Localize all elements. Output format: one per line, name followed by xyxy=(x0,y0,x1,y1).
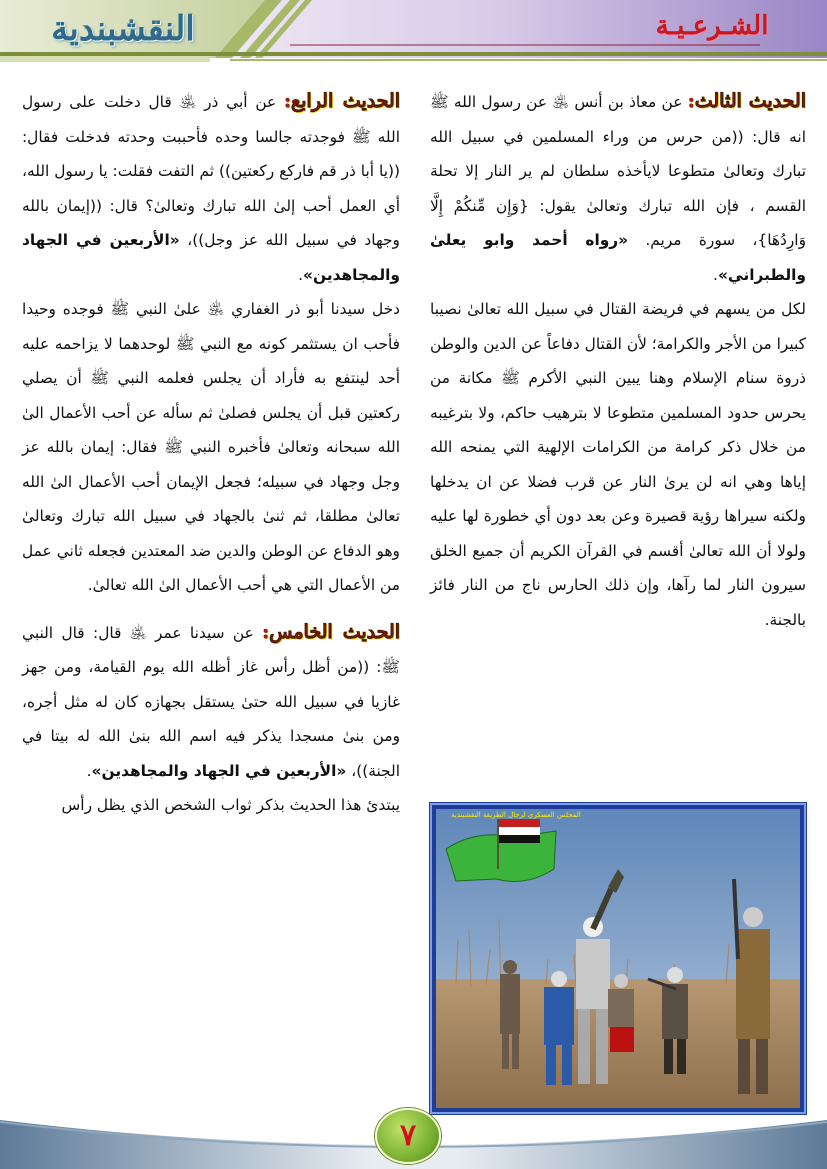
page-number: ٧ xyxy=(375,1108,441,1164)
hadith-3 xyxy=(430,84,806,292)
left-paragraph-4: يبتدئ هذا الحديث بذكر ثواب الشخص الذي يظل رأس xyxy=(61,796,400,814)
left-paragraph-2: دخل سيدنا أبو ذر الغفاري ﵁ علىٰ النبي ﷺ فوجده وحيدا فأحب ان يستثمر كونه مع النبي ﷺ لوحدهما لا يزاحمه عليه أحد لينتفع به فأراد أن يجلس فعلمه النبي ﷺ أن يصلي ركعتين قبل أن يجلس فصلىٰ ثم سأله عن أحب الأعمال الىٰ الله سبحانه وتعالىٰ فأخبره النبي ﷺ فقال: إيمان بالله عز وجل وجهاد في سبيله؛ فجعل الإيمان أحب الأعمال الىٰ الله تعالىٰ مطلقا، ثم ثنىٰ بالجهاد في سبيل الله تبارك وتعالىٰ وهو الدفاع عن الوطن والدين ضد المعتدين فجعله ثاني عمل من الأعمال التي هي أحب الأعمال الىٰ الله تعالىٰ. xyxy=(22,300,400,594)
section-title: الشـرعـيـة xyxy=(655,11,769,41)
hadith-5 xyxy=(22,615,400,789)
hadith-4-source: «الأربعين في الجهاد والمجاهدين» xyxy=(22,231,400,284)
hadith-3-source: «رواه أحمد وابو يعلىٰ والطبراني» xyxy=(430,231,806,284)
hadith-4-text: عن أبي ذر ﵁ قال دخلت على رسول الله ﷺ فوجدته جالسا وحده فأحببت وحدته فدخلت فقال: ((يا أبا ذر قم فاركع ركعتين)) ثم التفت فقلت: يا رسول الله، أي العمل أحب إلىٰ الله تبارك وتعالىٰ؟ قال: ((إيمان بالله وجهاد في سبيل الله عز وجل))، xyxy=(22,93,400,249)
right-column xyxy=(430,84,806,637)
right-paragraph-2: لكل من يسهم في فريضة القتال في سبيل الله تعالىٰ نصيبا كبيرا من الأجر والكرامة؛ لأن القتال دفاعاً عن الدين والوطن ذروة سنام الإسلام وهنا يبين النبي الأكرم ﷺ مكانة من يحرس حدود المسلمين متطوعا لا بترهيب حاكم، ولا بترغيبه من خلال ذكر كرامة من الكرامات الإلهية التي يمنحه الله إياها وهي انه لن يرىٰ النار عن قرب فضلا عن ان يدخلها ولكنه سيراها رؤية قصيرة وعن بعد دون أي خطورة لها عليه ولولا أن الله تعالىٰ أقسم في القرآن الكريم أن جميع الخلق سيرون النار لما رآها، وإن ذلك الحارس ناج من النار فائز بالجنة. xyxy=(430,300,806,629)
photo-caption: المجلس العسكري لرجال الطريقة النقشبندية xyxy=(451,811,581,819)
hadith-3-title: الحديث الثالث: xyxy=(687,90,806,112)
hadith-5-end: . xyxy=(86,761,92,780)
photo-illustration xyxy=(436,809,800,1108)
hadith-3-end: . xyxy=(713,265,718,284)
left-column xyxy=(22,84,400,823)
magazine-brand: النقشبندية xyxy=(51,9,195,49)
hadith-5-source: «الأربعين في الجهاد والمجاهدين» xyxy=(91,761,347,780)
hadith-4-end: . xyxy=(298,265,304,284)
hadith-4 xyxy=(22,84,400,292)
hadith-5-title: الحديث الخامس: xyxy=(262,620,400,643)
fighters-photo xyxy=(432,805,804,1112)
hadith-5-text: عن سيدنا عمر ﵁ قال: قال النبي ﷺ: ((من أظل رأس غاز أظله الله يوم القيامة، ومن جهز غازيا في سبيل الله حتىٰ يستقل بجهازه كان له مثل أجره، ومن بنىٰ مسجدا يذكر فيه اسم الله بنىٰ الله له بيتا في الجنة))، xyxy=(22,623,400,780)
hadith-3-text: عن معاذ بن أنس ﵁ عن رسول الله ﷺ انه قال: ((من حرس من وراء المسلمين في سبيل الله تبارك وتعالىٰ متطوعا لايأخذه سلطان لم ير النار إلا تحلة القسم ، فإن الله تبارك وتعالىٰ يقول: {وَإِن مِّنكُمْ إِلَّا وَارِدُهَا}، سورة مريم. xyxy=(430,93,806,249)
hadith-4-title: الحديث الرابع: xyxy=(284,90,400,112)
page-header xyxy=(0,0,827,78)
